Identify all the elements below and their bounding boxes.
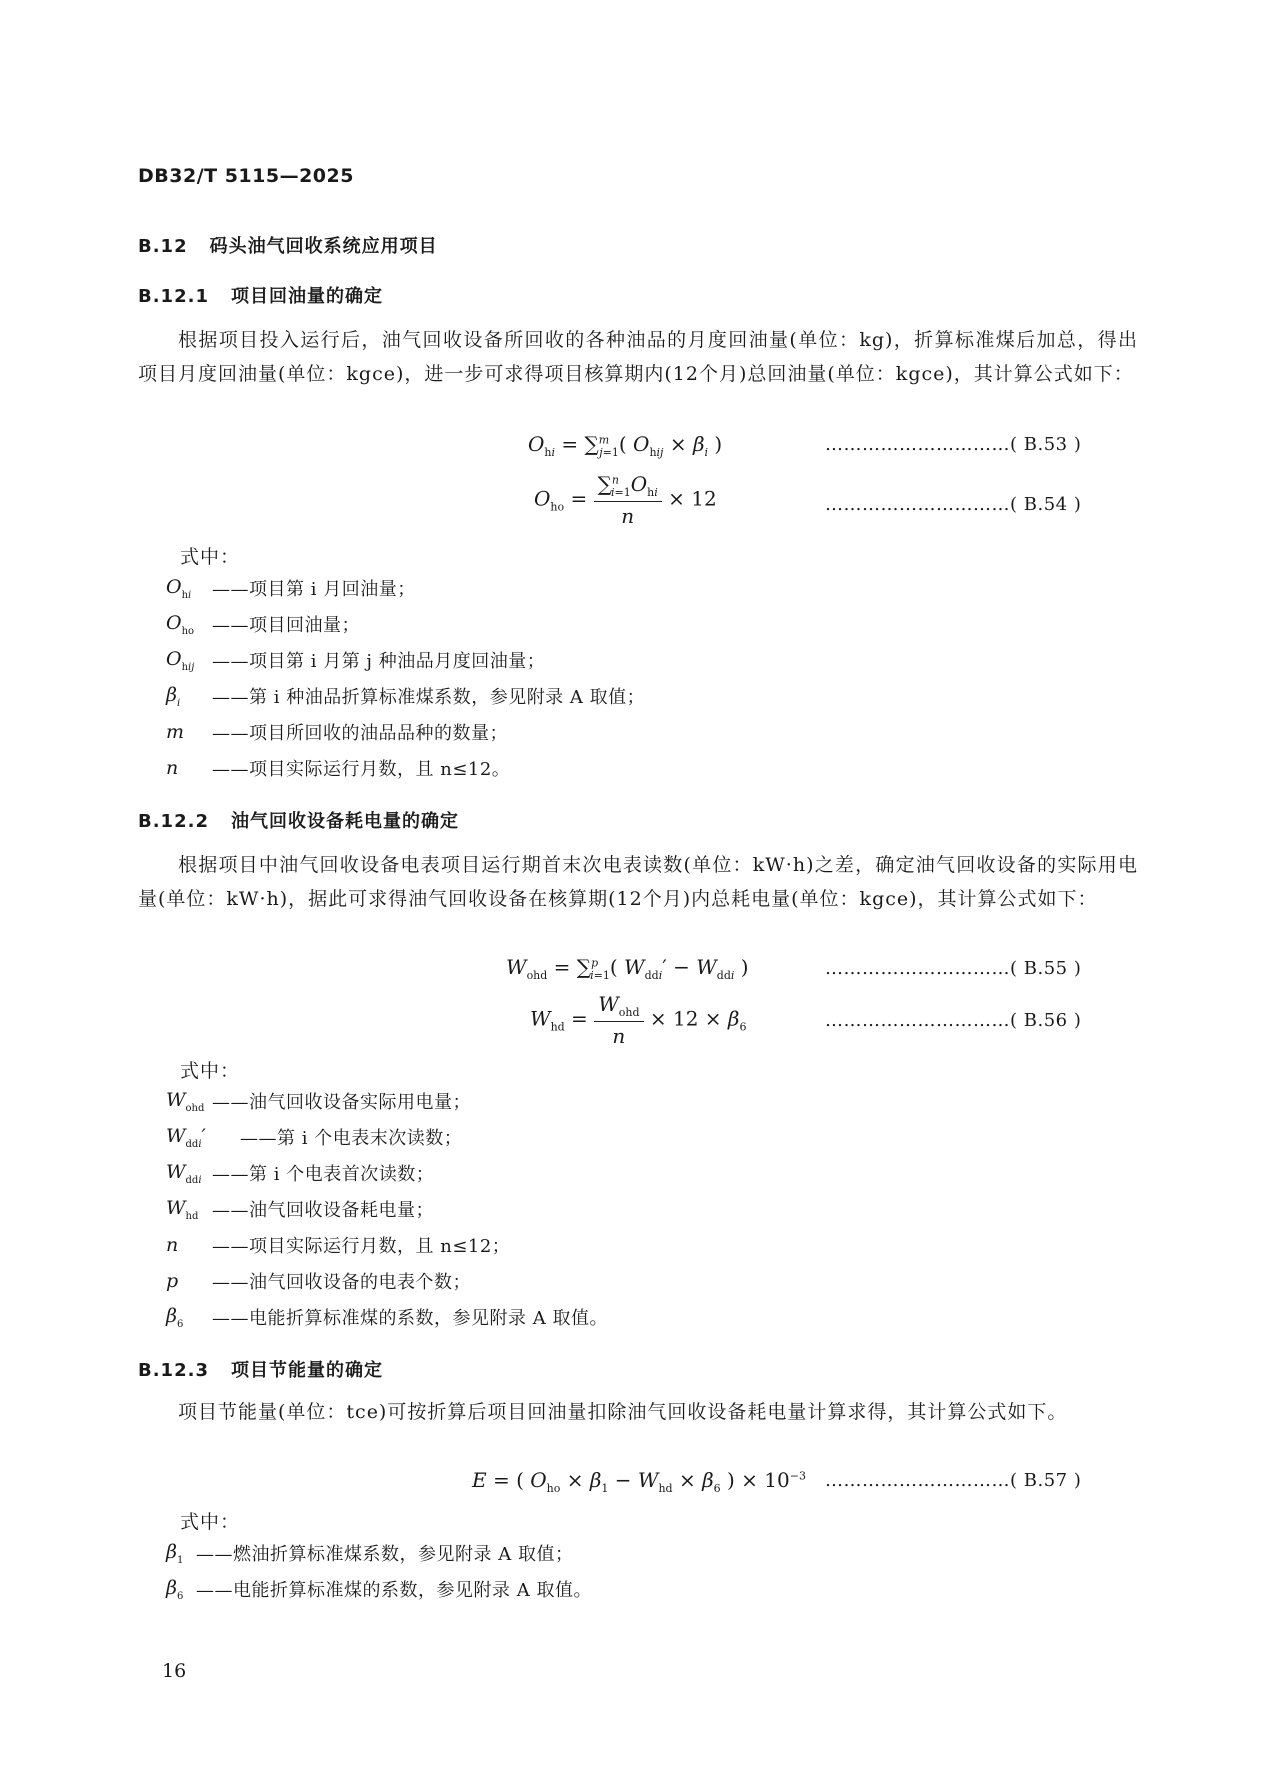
subsection-heading-3 — [138, 1356, 383, 1382]
paragraph-2: 根据项目中油气回收设备电表项目运行期首末次电表读数(单位：kW·h)之差，确定油气回收设备的实际用电量(单位：kW·h)，据此可求得油气回收设备在核算期(12个月)内总耗电量(单位：kgce)，其计算公式如下： — [138, 854, 1138, 910]
formula-b55: $W_{ohd} = \sum^p_{i=1}$( $W_{ddi}' - W_{ddi}$ ) — [506, 955, 749, 982]
definition-item: n ——项目实际运行月数，且 n≤12； — [166, 1234, 511, 1257]
where-label-3: 式中： — [180, 1511, 241, 1533]
definition-list-3 — [166, 1535, 592, 1607]
definition-item: $W_{hd}$ ——油气回收设备耗电量； — [166, 1196, 434, 1222]
page-number: 16 — [162, 1660, 187, 1682]
where-label-1: 式中： — [180, 546, 241, 568]
document-code: DB32/T 5115—2025 — [138, 165, 354, 187]
definition-item: $O_{hi}$ ——项目第 i 月回油量； — [166, 575, 416, 601]
where-label-2: 式中： — [180, 1060, 241, 1082]
subsection-number: B.12.3 — [138, 1360, 209, 1381]
formula-b57: E = ( $O_{ho} \times \beta_1 - W_{hd} \times \beta_6$ ) × $10^{-3}$ — [472, 1468, 806, 1495]
definition-item: $\beta_6$ ——电能折算标准煤的系数，参见附录 A 取值。 — [166, 1304, 608, 1330]
equation-number-b53: …………………………( B.53 ) — [825, 434, 1082, 455]
definition-list-2 — [166, 1083, 608, 1335]
section-number: B.12 — [138, 236, 188, 257]
definition-list-1 — [166, 570, 645, 786]
subsection-title: 项目回油量的确定 — [230, 286, 383, 307]
formula-b56: $W_{hd}$ = $\frac{W_{ohd}}{n}$ × $12 \times \beta_6$ — [530, 992, 747, 1048]
subsection-number: B.12.1 — [138, 286, 209, 307]
formula-b54: $O_{ho}$ = $\frac{\sum^n_{i=1}O_{hi}}{n}$ × 12 — [534, 472, 717, 528]
definition-item: $W_{ddi}$ ——第 i 个电表首次读数； — [166, 1160, 435, 1186]
definition-item: n ——项目实际运行月数，且 n≤12。 — [166, 757, 511, 780]
section-title: 码头油气回收系统应用项目 — [209, 236, 438, 257]
subsection-title: 油气回收设备耗电量的确定 — [230, 811, 459, 832]
paragraph-1: 根据项目投入运行后，油气回收设备所回收的各种油品的月度回油量(单位：kg)，折算标准煤后加总，得出项目月度回油量(单位：kgce)，进一步可求得项目核算期内(12个月)总回油量(单位：kgce)，其计算公式如下： — [138, 329, 1138, 385]
equation-number-b54: …………………………( B.54 ) — [825, 494, 1082, 515]
definition-item: m ——项目所回收的油品品种的数量； — [166, 721, 508, 744]
definition-item: $O_{hij}$ ——项目第 i 月第 j 种油品月度回油量； — [166, 647, 546, 673]
definition-item: $\beta_6$ ——电能折算标准煤的系数，参见附录 A 取值。 — [166, 1576, 592, 1602]
subsection-heading-1 — [138, 282, 383, 308]
definition-item: $\beta_i$ ——第 i 种油品折算标准煤系数，参见附录 A 取值； — [166, 683, 646, 709]
section-heading — [138, 232, 438, 258]
definition-item: $W_{ddi}'$ ——第 i 个电表末次读数； — [166, 1124, 463, 1150]
definition-item: p ——油气回收设备的电表个数； — [166, 1270, 471, 1293]
formula-b53: $O_{hi} = \sum^m_{j=1}$( $O_{hij} \times \beta_i$ ) — [528, 432, 723, 459]
definition-item: $\beta_1$ ——燃油折算标准煤系数，参见附录 A 取值； — [166, 1540, 574, 1566]
equation-number-b55: …………………………( B.55 ) — [825, 958, 1082, 979]
subsection-title: 项目节能量的确定 — [230, 1360, 383, 1381]
equation-number-b56: …………………………( B.56 ) — [825, 1010, 1082, 1031]
subsection-heading-2 — [138, 807, 459, 833]
subsection-number: B.12.2 — [138, 811, 209, 832]
equation-number-b57: …………………………( B.57 ) — [825, 1470, 1082, 1491]
paragraph-3: 项目节能量(单位：tce)可按折算后项目回油量扣除油气回收设备耗电量计算求得，其计算公式如下。 — [178, 1401, 1068, 1423]
definition-item: $O_{ho}$ ——项目回油量； — [166, 611, 360, 637]
definition-item: $W_{ohd}$ ——油气回收设备实际用电量； — [166, 1088, 471, 1114]
